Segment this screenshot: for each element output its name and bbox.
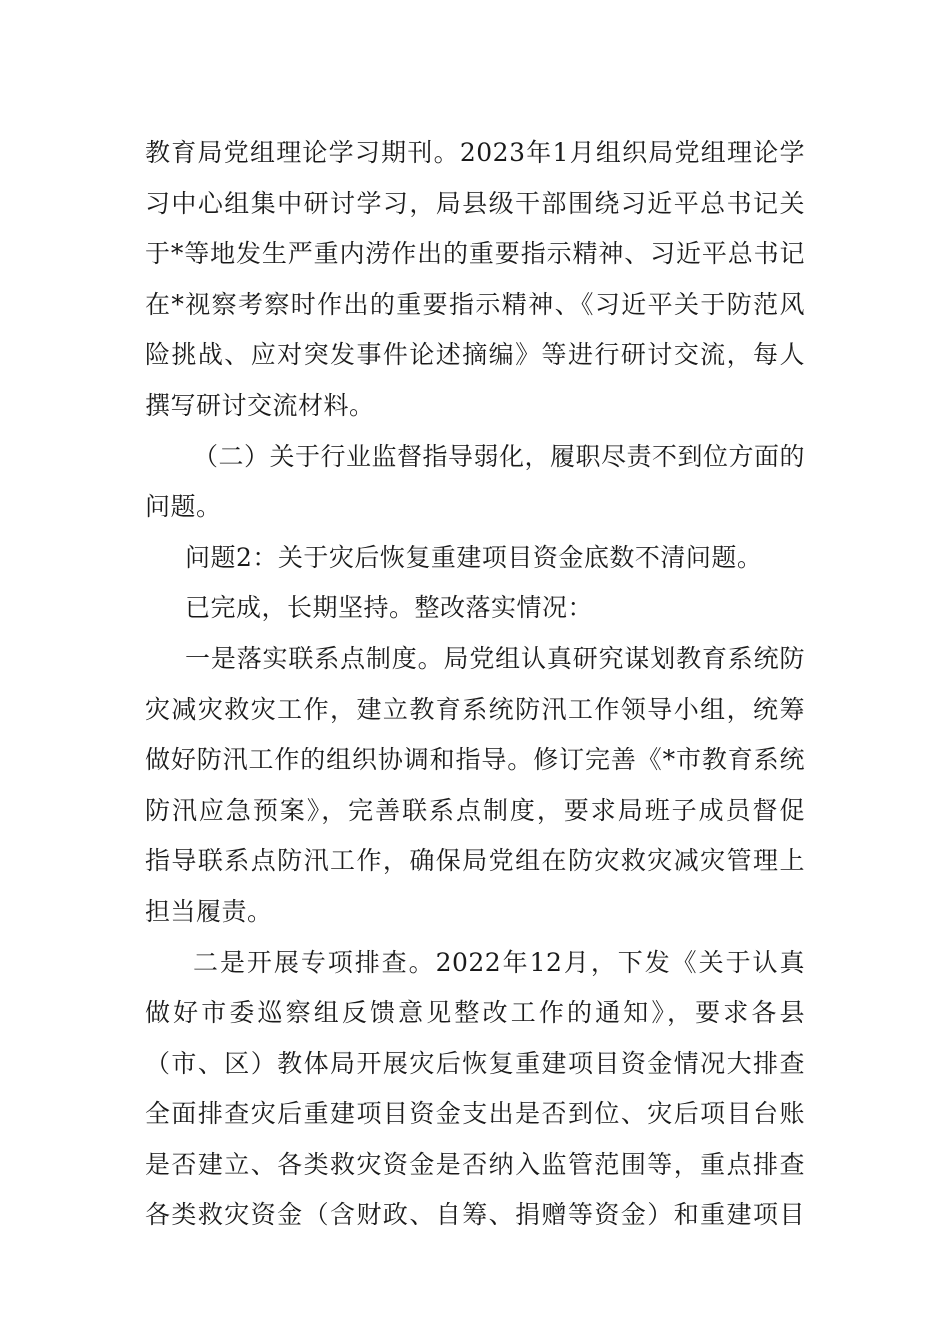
text-line: 教育局党组理论学习期刊。2023年1月组织局党组理论学 — [145, 138, 805, 167]
text-line: 险挑战、应对突发事件论述摘编》等进行研讨交流，每人 — [145, 340, 805, 370]
document-body — [145, 128, 805, 1241]
text-line: （市、区）教体局开展灾后恢复重建项目资金情况大排查 — [145, 1048, 805, 1078]
section-heading-line: （二）关于行业监督指导弱化，履职尽责不到位方面的 — [193, 441, 805, 471]
text-line: 撰写研讨交流材料。 — [145, 390, 375, 420]
text-line: 做好防汛工作的组织协调和指导。修订完善《*市教育系统 — [145, 745, 805, 775]
text-line: 防汛应急预案》，完善联系点制度，要求局班子成员督促 — [145, 795, 805, 825]
text-line: 做好市委巡察组反馈意见整改工作的通知》，要求各县 — [145, 998, 805, 1028]
text-line: 灾减灾救灾工作，建立教育系统防汛工作领导小组，统筹 — [145, 694, 805, 724]
text-line: 指导联系点防汛工作，确保局党组在防灾救灾减灾管理上 — [145, 846, 805, 876]
text-line: 全面排查灾后重建项目资金支出是否到位、灾后项目台账 — [145, 1099, 805, 1129]
text-line: 是否建立、各类救灾资金是否纳入监管范围等，重点排查 — [145, 1149, 805, 1179]
issue-title-line: 问题2：关于灾后恢复重建项目资金底数不清问题。 — [185, 542, 763, 572]
text-line: 于*等地发生严重内涝作出的重要指示精神、习近平总书记 — [145, 239, 805, 269]
status-line: 已完成，长期坚持。整改落实情况： — [185, 593, 594, 623]
text-line: 习中心组集中研讨学习，局县级干部围绕习近平总书记关 — [145, 188, 805, 218]
text-line: 二是开展专项排查。2022年12月，下发《关于认真 — [193, 947, 805, 977]
section-heading-line: 问题。 — [145, 492, 222, 522]
text-line: 担当履责。 — [145, 896, 273, 926]
text-line: 在*视察考察时作出的重要指示精神、《习近平关于防范风 — [145, 289, 805, 319]
text-line: 一是落实联系点制度。局党组认真研究谋划教育系统防 — [185, 643, 805, 673]
text-line: 各类救灾资金（含财政、自筹、捐赠等资金）和重建项目 — [145, 1200, 805, 1230]
